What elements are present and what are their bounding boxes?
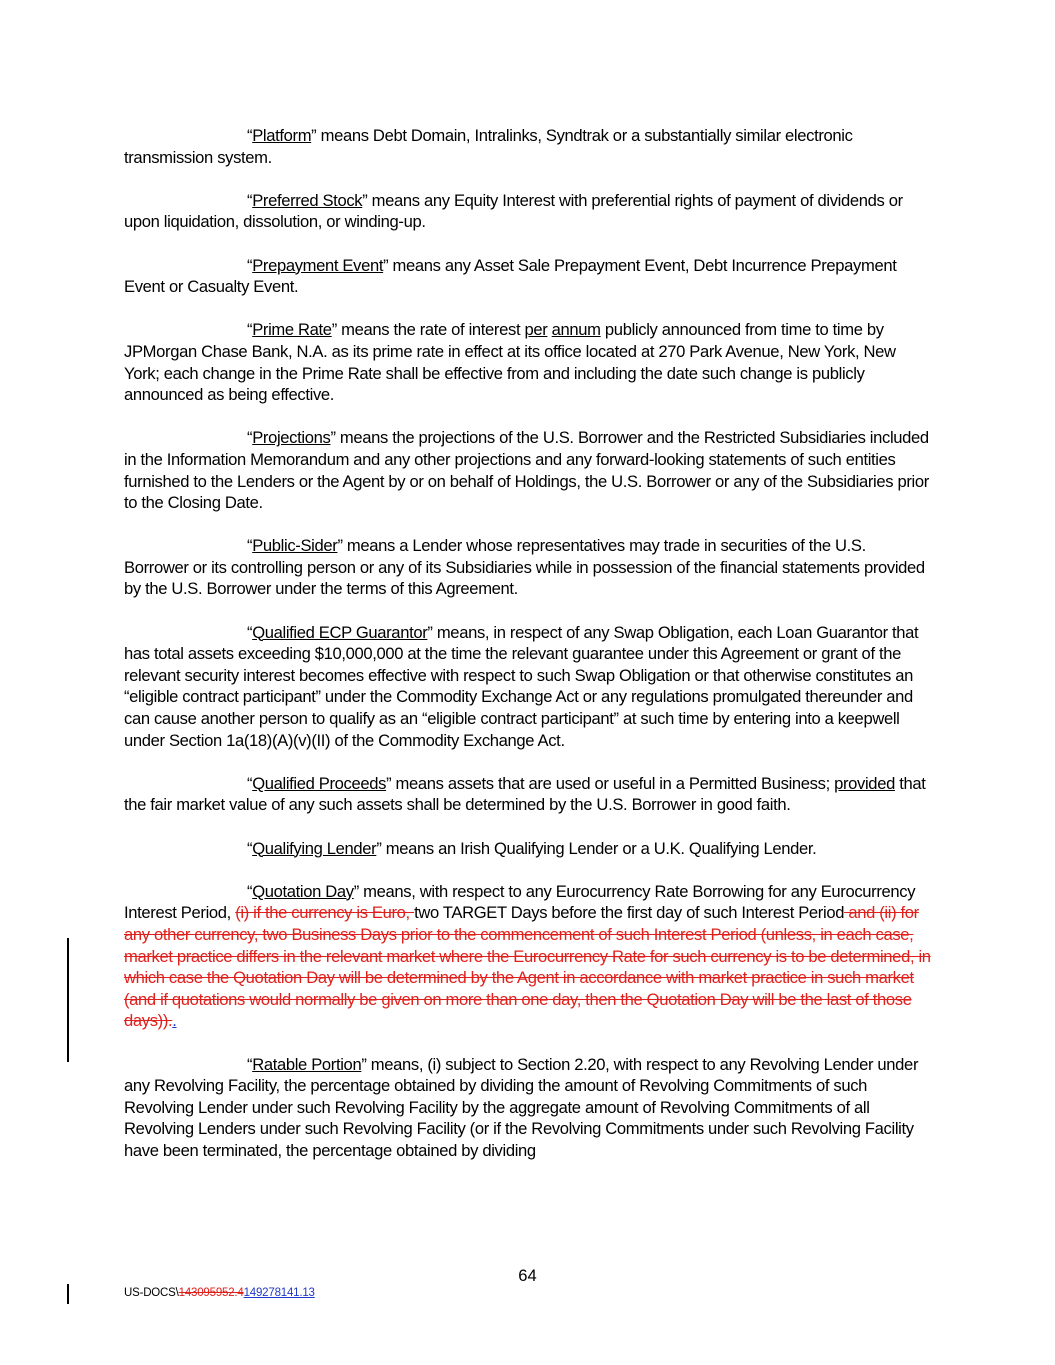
page-number: 64 bbox=[518, 1266, 537, 1285]
defined-term: Qualifying Lender bbox=[252, 838, 377, 858]
open-quote: “ bbox=[247, 881, 253, 901]
definition-text: means an Irish Qualifying Lender or a U.K. Qualifying Lender. bbox=[381, 838, 817, 858]
open-quote: “ bbox=[247, 622, 253, 642]
close-quote: ” bbox=[376, 838, 382, 858]
definition-text-continued: two TARGET Days before the first day of such Interest Period bbox=[414, 903, 845, 923]
definition-text-continued: publicly announced from time to time by JPMorgan Chase Bank, N.A. as its prime rate in effect at its office located at 270 Park Avenue, New York, New York; each change in the Prime Rate shall be effective from and including the date such change is publicly announced as being effective. bbox=[124, 320, 896, 405]
defined-term: Ratable Portion bbox=[252, 1054, 362, 1074]
deleted-text-clause: and (ii) for any other currency, two Business Days prior to the commencement of such Interest Period (unless, in each case, market practice differs in the relevant market where the Eurocurrency Rate for such currency is to be determined, in which case the Quotation Day will be determined by the Agent in accordance with market practice in such market (and if quotations would normally be given on more than one day, then the Quotation Day will be the last of those days)). bbox=[124, 903, 931, 1031]
definition-qualifying-lender bbox=[124, 838, 932, 860]
footer-deleted-docnum: 143095952.4 bbox=[178, 1287, 244, 1299]
defined-term: Prime Rate bbox=[252, 320, 332, 340]
close-quote: ” bbox=[361, 1054, 367, 1074]
close-quote: ” bbox=[383, 255, 389, 275]
definition-ratable-portion bbox=[124, 1054, 932, 1162]
definition-prime-rate bbox=[124, 319, 932, 405]
defined-term: Qualified Proceeds bbox=[252, 773, 387, 793]
document-footer bbox=[124, 1287, 315, 1299]
defined-term: Public-Sider bbox=[252, 536, 338, 556]
definition-text: means Debt Domain, Intralinks, Syndtrak or a substantially similar electronic transmission system. bbox=[124, 126, 853, 167]
deleted-text: (i) if the currency is Euro, bbox=[235, 903, 415, 923]
definition-platform bbox=[124, 125, 932, 168]
close-quote: ” bbox=[427, 622, 433, 642]
open-quote: “ bbox=[247, 428, 253, 448]
open-quote: “ bbox=[247, 536, 253, 556]
definition-text: means a Lender whose representatives may trade in securities of the U.S. Borrower or its controlling person or any of its Subsidiaries while in possession of the financial statements provided by the U.S. Borrower under the terms of this Agreement. bbox=[124, 536, 925, 599]
close-quote: ” bbox=[330, 428, 336, 448]
definition-preferred-stock bbox=[124, 190, 932, 233]
definition-text: means any Equity Interest with preferential rights of payment of dividends or upon liquidation, dissolution, or winding-up. bbox=[124, 190, 903, 232]
definition-text: means, with respect to any Eurocurrency Rate Borrowing for any Eurocurrency Interest Period, bbox=[124, 881, 916, 923]
close-quote: ” bbox=[311, 126, 317, 145]
latin-annum: annum bbox=[551, 320, 601, 340]
definition-public-sider bbox=[124, 535, 932, 600]
definition-qualified-ecp-guarantor bbox=[124, 622, 932, 752]
close-quote: ” bbox=[362, 190, 368, 210]
defined-term: Prepayment Event bbox=[252, 255, 384, 275]
change-bar-footer bbox=[67, 1284, 69, 1304]
definition-quotation-day bbox=[124, 881, 932, 1032]
definition-text-continued: that the fair market value of any such assets shall be determined by the U.S. Borrower in good faith. bbox=[124, 773, 926, 815]
definition-qualified-proceeds bbox=[124, 773, 932, 816]
definition-prepayment-event bbox=[124, 255, 932, 298]
open-quote: “ bbox=[247, 773, 253, 793]
footer-inserted-docnum: 149278141.13 bbox=[243, 1287, 315, 1299]
close-quote: ” bbox=[353, 881, 359, 901]
defined-term: Quotation Day bbox=[252, 881, 354, 901]
defined-term: Qualified ECP Guarantor bbox=[252, 622, 428, 642]
open-quote: “ bbox=[247, 126, 253, 145]
change-bar-quotation-day bbox=[67, 938, 69, 1062]
close-quote: ” bbox=[331, 320, 337, 340]
open-quote: “ bbox=[247, 255, 253, 275]
definition-text: means assets that are used or useful in a Permitted Business; bbox=[391, 773, 835, 793]
inserted-text: . bbox=[172, 1011, 177, 1031]
open-quote: “ bbox=[247, 320, 253, 340]
defined-term: Preferred Stock bbox=[252, 190, 363, 210]
latin-per: per bbox=[524, 320, 548, 340]
definition-text: means, in respect of any Swap Obligation, each Loan Guarantor that has total assets exceeding $10,000,000 at the time the relevant guarantee under this Agreement or grant of the relevant security interest becomes effective with respect to such Swap Obligation or that otherwise constitutes an “eligible contract participant” under the Commodity Exchange Act or any regulations promulgated thereunder and can cause another person to qualify as an “eligible contract participant” at such time by entering into a keepwell under Section 1a(18)(A)(v)(II) of the Commodity Exchange Act. bbox=[124, 622, 919, 750]
close-quote: ” bbox=[337, 536, 343, 556]
open-quote: “ bbox=[247, 838, 253, 858]
open-quote: “ bbox=[247, 190, 253, 210]
definition-text: means the projections of the U.S. Borrower and the Restricted Subsidiaries included in the Information Memorandum and any other projections and any forward-looking statements of such entities furnished to the Lenders or the Agent by or on behalf of Holdings, the U.S. Borrower or any of the Subsidiaries prior to the Closing Date. bbox=[124, 428, 929, 513]
footer-prefix: US-DOCS\ bbox=[124, 1287, 179, 1299]
open-quote: “ bbox=[247, 1054, 253, 1074]
defined-term: Projections bbox=[252, 428, 331, 448]
definition-text: means, (i) subject to Section 2.20, with respect to any Revolving Lender under any Revolving Facility, the percentage obtained by dividing the amount of Revolving Commitments of such Revolving Lender under such Revolving Facility by the aggregate amount of Revolving Commitments of all Revolving Lenders under such Revolving Facility (or if the Revolving Commitments under such Revolving Facility have been terminated, the percentage obtained by dividing bbox=[124, 1054, 919, 1160]
definition-text: means the rate of interest bbox=[336, 320, 525, 340]
provided-term: provided bbox=[834, 773, 895, 793]
definition-projections bbox=[124, 427, 932, 513]
close-quote: ” bbox=[386, 773, 392, 793]
defined-term: Platform bbox=[252, 126, 312, 145]
definition-text: means any Asset Sale Prepayment Event, Debt Incurrence Prepayment Event or Casualty Event. bbox=[124, 255, 897, 297]
document-body bbox=[124, 125, 932, 1183]
